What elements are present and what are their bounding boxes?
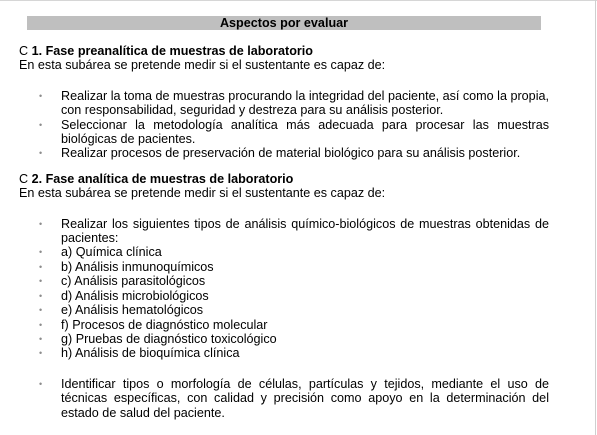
bullet-icon: • (39, 90, 43, 101)
subarea-c1-list (19, 89, 549, 161)
subarea-c1-title (19, 44, 549, 58)
list-item: • a) Química clínica (39, 245, 162, 260)
subarea-c1 (19, 44, 549, 161)
section-header-title: Aspectos por evaluar (219, 16, 349, 30)
list-item: • e) Análisis hematológicos (39, 303, 204, 318)
list-item: • Realizar la toma de muestras procurando la integridad del paciente, así como la propia, con responsabilidad, seguridad y destreza para su análisis posterior. (39, 88, 549, 118)
subarea-c1-heading: 1. Fase preanalítica de muestras de laboratorio (31, 44, 313, 58)
subarea-c2-title (19, 172, 549, 186)
subarea-c2-intro: En esta subárea se pretende medir si el sustentante es capaz de: (19, 186, 386, 201)
subarea-c2 (19, 172, 549, 420)
list-item: • f) Procesos de diagnóstico molecular (39, 317, 268, 332)
list-item: • Identificar tipos o morfología de células, partículas y tejidos, mediante el uso de técnicas específicas, con calidad y precisión como apoyo en la determinación del estado de salud del paciente. (39, 376, 549, 420)
bullet-icon: • (39, 319, 43, 330)
subarea-c1-intro: En esta subárea se pretende medir si el sustentante es capaz de: (19, 58, 386, 73)
bullet-icon: • (39, 148, 43, 159)
subarea-c2-list (19, 217, 549, 361)
bullet-icon: • (39, 276, 43, 287)
bullet-icon: • (39, 378, 43, 389)
bullet-icon: • (39, 247, 43, 258)
bullet-icon: • (39, 305, 43, 316)
section-header-bar (27, 16, 541, 30)
bullet-icon: • (39, 333, 43, 344)
subarea-c2-code: C (19, 171, 29, 186)
bullet-icon: • (39, 119, 43, 130)
list-item: • b) Análisis inmunoquímicos (39, 259, 214, 274)
list-item: • c) Análisis parasitológicos (39, 274, 206, 289)
bullet-icon: • (39, 348, 43, 359)
subarea-c1-code: C (19, 44, 29, 58)
subarea-c2-list-cont (19, 377, 549, 420)
list-item: • Realizar procesos de preservación de material biológico para su análisis posterior. (39, 146, 521, 161)
bullet-icon: • (39, 218, 43, 229)
subarea-c2-heading: 2. Fase analítica de muestras de laboratorio (31, 171, 294, 186)
list-item: • d) Análisis microbiológicos (39, 288, 209, 303)
list-item: • Realizar los siguientes tipos de análisis químico-biológicos de muestras obtenidas de pacientes: (39, 216, 549, 246)
list-item: • Seleccionar la metodología analítica más adecuada para procesar las muestras biológicas de pacientes. (39, 117, 549, 147)
list-item: • h) Análisis de bioquímica clínica (39, 346, 240, 361)
list-item: • g) Pruebas de diagnóstico toxicológico (39, 331, 277, 346)
document-content (19, 44, 549, 420)
bullet-icon: • (39, 261, 43, 272)
bullet-icon: • (39, 290, 43, 301)
